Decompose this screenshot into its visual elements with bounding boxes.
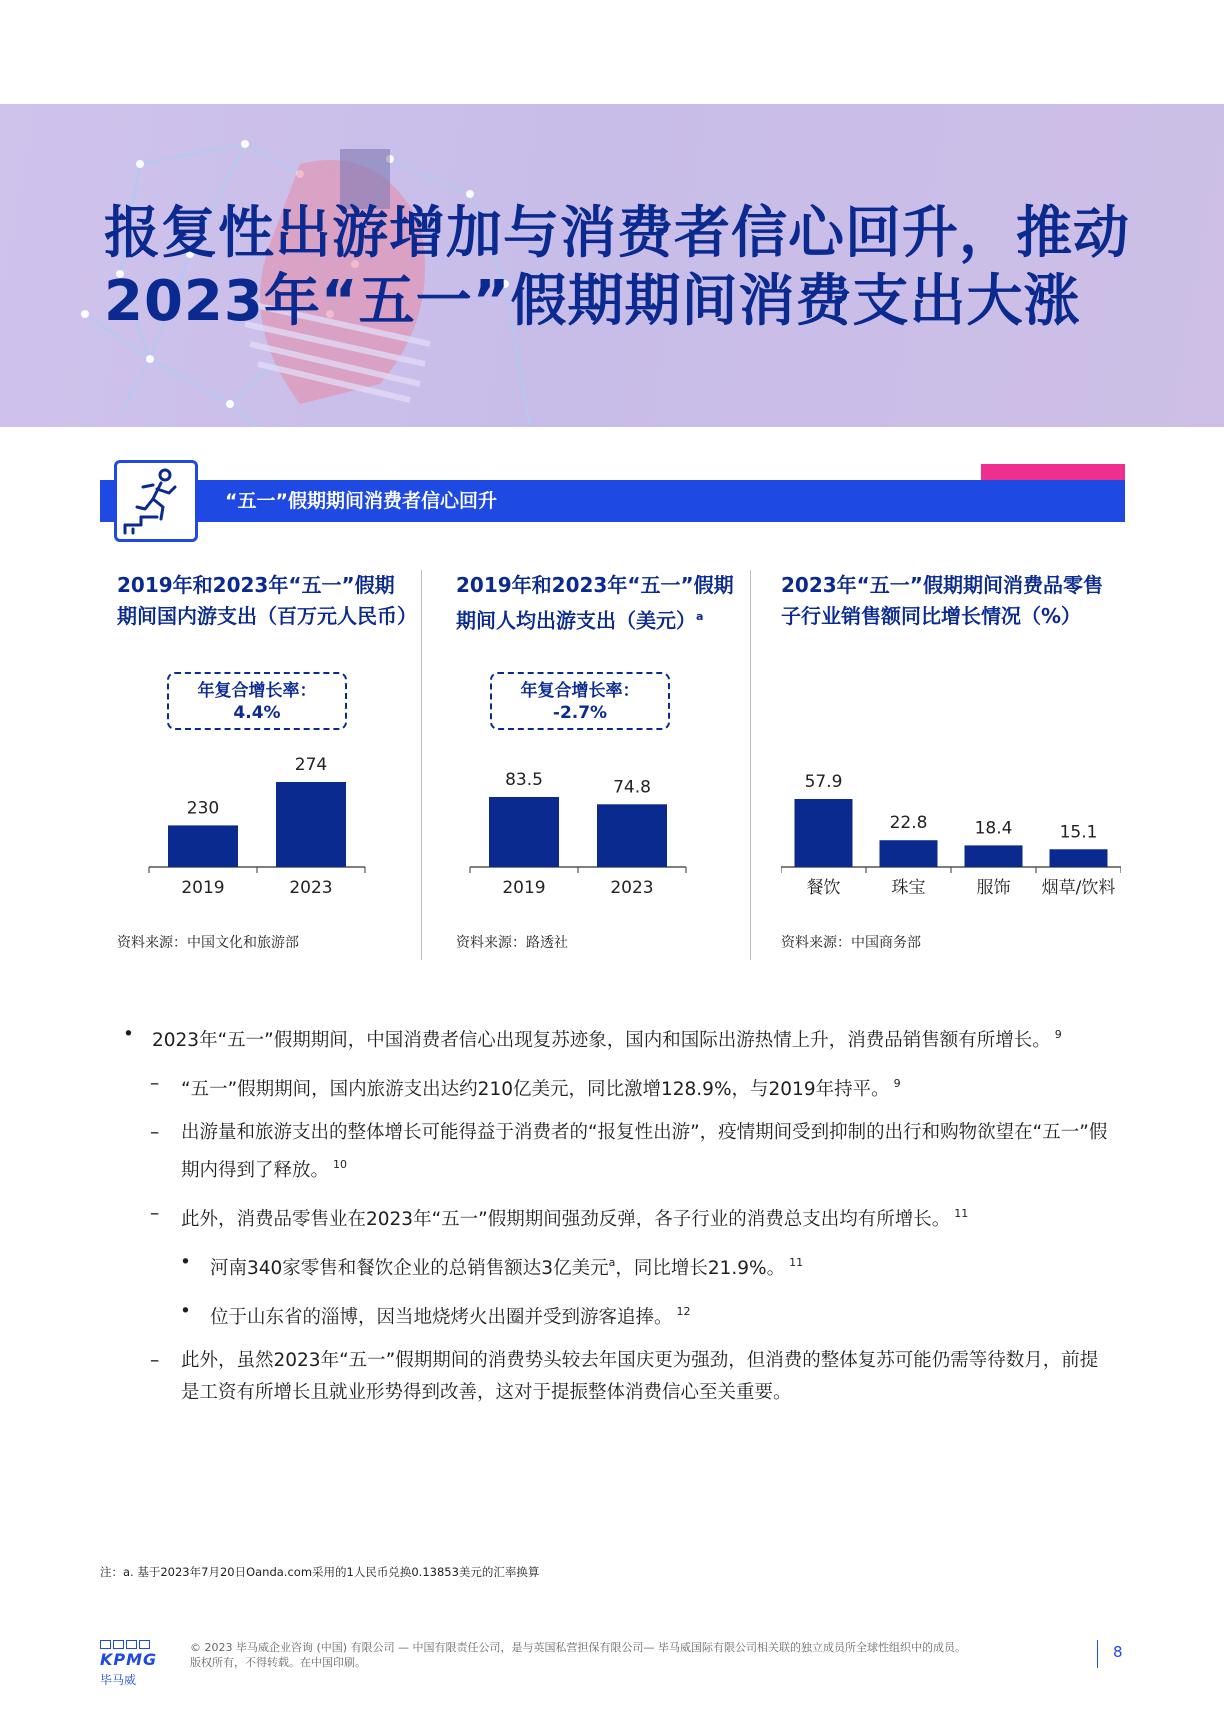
data-label: 22.8	[889, 813, 928, 834]
bullet-marker: •	[180, 1252, 191, 1273]
chart-2-plot	[456, 570, 756, 910]
x-tick-label: 餐饮	[806, 878, 841, 898]
footer-divider	[1097, 1640, 1098, 1668]
chart-3-plot	[781, 570, 1121, 910]
bullet-item: – 此外，消费品零售业在2023年“五一”假期期间强劲反弹，各子行业的消费总支出均有所增长。 $^{11}$	[120, 1198, 1110, 1236]
footnote-ref: 9	[1054, 1028, 1062, 1041]
page-number: 8	[1113, 1643, 1123, 1661]
bar-2023	[276, 782, 346, 867]
chart-domestic-tourism-spend	[117, 570, 417, 960]
body-bullets	[120, 1019, 1110, 1420]
cagr-value: -2.7%	[552, 703, 608, 723]
bullet-item: – “五一”假期期间，国内旅游支出达约210亿美元，同比激增128.9%，与2019年持平。 $^9$	[120, 1068, 1110, 1106]
dash-marker: –	[150, 1203, 160, 1224]
x-tick-label: 2019	[181, 878, 225, 898]
dash-marker: –	[150, 1122, 160, 1143]
dash-marker: –	[150, 1073, 160, 1094]
page-title-line-1: 报复性出游增加与消费者信心回升，推动	[104, 201, 1130, 266]
bullet-item: – 出游量和旅游支出的整体增长可能得益于消费者的“报复性出游”，疫情期间受到抑制的出行和购物欲望在“五一”假期内得到了释放。 $^{10}$	[120, 1117, 1110, 1187]
copyright-text: © 2023 毕马威企业咨询 (中国) 有限公司 — 中国有限责任公司，是与英国私营担保有限公司— 毕马威国际有限公司相关联的独立成员所全球性组织中的成员。 版权所有，不得转载。在中国印刷。	[190, 1641, 967, 1669]
chart-3-title: 2023年“五一”假期期间消费品零售 子行业销售额同比增长情况（%）	[781, 573, 1103, 628]
chart-retail-subsector-growth	[781, 570, 1121, 960]
bullet-item: • 位于山东省的淄博，因当地烧烤火出圈并受到游客追捧。 $^{12}$	[120, 1296, 1110, 1334]
chart-1-title: 2019年和2023年“五一”假期 期间国内游支出（百万元人民币）	[117, 573, 417, 628]
cagr-label: 年复合增长率：	[520, 681, 640, 701]
bullet-item: – 此外，虽然2023年“五一”假期期间的消费势头较去年国庆更为强劲，但消费的整体复苏可能仍需等待数月，前提是工资有所增长且就业形势得到改善，这对于提振整体消费信心至关重要。	[120, 1345, 1110, 1409]
column-divider	[750, 570, 751, 960]
bar-服饰	[965, 845, 1023, 867]
data-label: 83.5	[505, 770, 543, 790]
bar-2019	[489, 797, 559, 867]
hero-banner	[0, 104, 1224, 427]
data-label: 274	[294, 755, 328, 775]
bar-2019	[168, 825, 238, 867]
data-label: 230	[186, 798, 220, 819]
bar-餐饮	[795, 799, 853, 867]
chart-3-source: 资料来源：中国商务部	[781, 935, 921, 951]
data-label: 18.4	[974, 818, 1013, 839]
x-tick-label: 烟草/饮料	[1041, 878, 1116, 898]
page-title-line-2: 2023年“五一”假期期间消费支出大涨	[104, 269, 1081, 334]
x-tick-label: 珠宝	[891, 878, 926, 898]
chart-per-capita-spend	[456, 570, 756, 960]
chart-1-source: 资料来源：中国文化和旅游部	[117, 935, 299, 951]
running-up-stairs-icon	[114, 460, 198, 542]
bullet-item: • 河南340家零售和餐饮企业的总销售额达3亿美元$^a$，同比增长21.9%。 $^{11}$	[120, 1247, 1110, 1285]
chart-1-plot	[117, 570, 417, 910]
footnote-ref: 11	[789, 1256, 804, 1269]
cagr-label: 年复合增长率：	[197, 681, 317, 701]
bullet-marker: •	[123, 1024, 134, 1045]
footnote-ref: 9	[893, 1077, 901, 1090]
data-label: 57.9	[804, 772, 843, 792]
kpmg-logo: KPMG 毕马威	[100, 1640, 157, 1688]
section-accent-bar	[981, 464, 1125, 480]
footnote-marker: a	[696, 610, 704, 623]
dash-marker: –	[150, 1350, 160, 1371]
footnote-ref: 11	[954, 1207, 969, 1220]
chart-2-title: 2019年和2023年“五一”假期 期间人均出游支出（美元）$^a$	[456, 573, 734, 633]
x-tick-label: 服饰	[976, 878, 1011, 898]
cagr-value: 4.4%	[233, 703, 281, 723]
bar-2023	[597, 804, 667, 867]
chart-2-source: 资料来源：路透社	[456, 935, 568, 951]
footnote-ref: 12	[676, 1305, 691, 1318]
x-tick-label: 2023	[610, 878, 654, 898]
footnote-ref: 10	[333, 1158, 348, 1171]
footnote-marker: a	[608, 1256, 616, 1269]
page-title	[104, 200, 1164, 336]
bar-烟草/饮料	[1050, 849, 1108, 867]
section-title: “五一”假期期间消费者信心回升	[225, 490, 497, 512]
bar-珠宝	[880, 840, 938, 867]
footnote-note: 注：a. 基于2023年7月20日Oanda.com采用的1人民币兑换0.13853美元的汇率换算	[100, 1565, 540, 1579]
x-tick-label: 2019	[502, 878, 546, 898]
bullet-item: • 2023年“五一”假期期间，中国消费者信心出现复苏迹象，国内和国际出游热情上升，消费品销售额有所增长。 $^9$	[120, 1019, 1110, 1057]
column-divider	[421, 570, 422, 960]
data-label: 74.8	[613, 777, 651, 798]
bullet-marker: •	[180, 1301, 191, 1322]
logo-boxes-icon	[100, 1640, 157, 1649]
data-label: 15.1	[1059, 822, 1098, 843]
x-tick-label: 2023	[289, 878, 333, 898]
